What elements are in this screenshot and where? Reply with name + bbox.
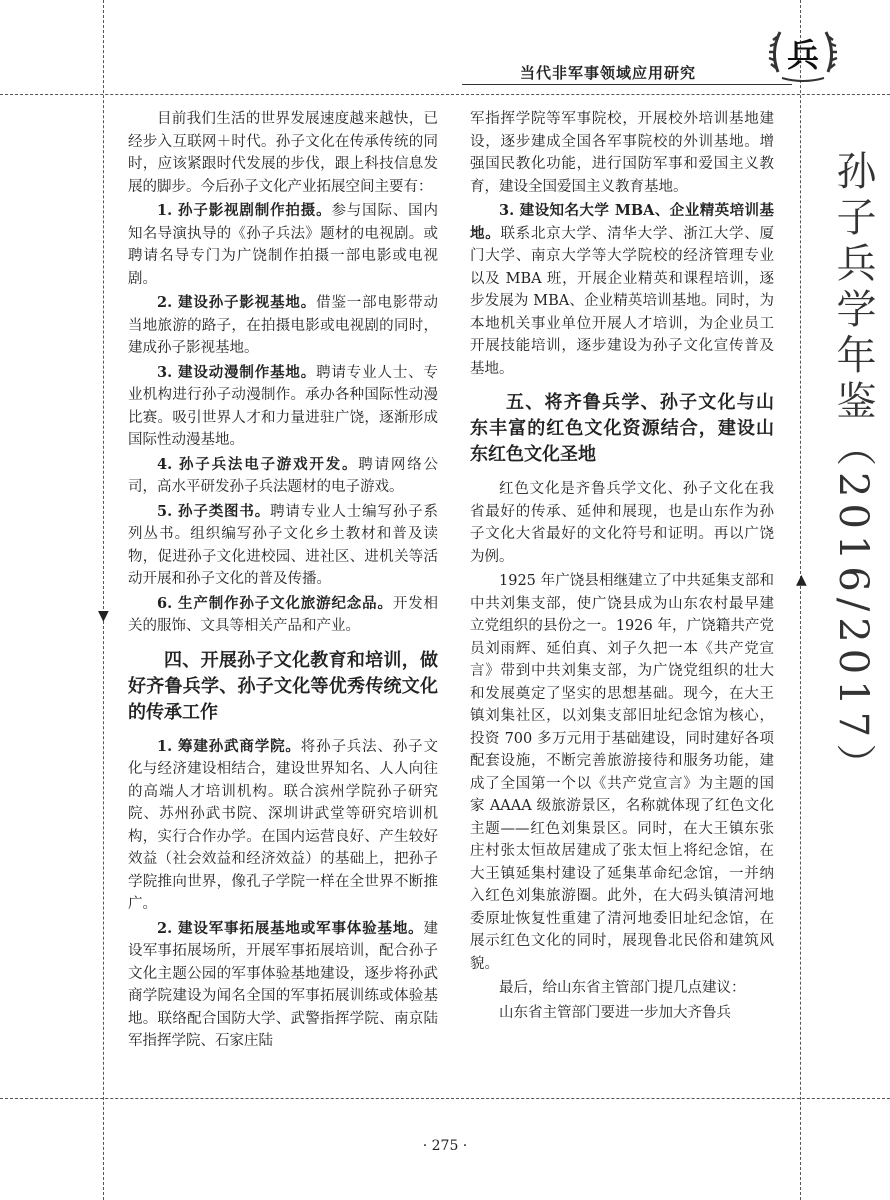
item-lead: 1. 筹建孙武商学院。 — [157, 737, 301, 755]
crop-guide-right — [800, 0, 801, 1200]
page-number: · 275 · — [422, 1138, 468, 1154]
crop-guide-left — [103, 0, 104, 1200]
section-heading-5: 五、将齐鲁兵学、孙子文化与山东丰富的红色文化资源结合，建设山东红色文化圣地 — [470, 392, 774, 465]
item-lead: 3. 建设动漫制作基地。 — [157, 363, 317, 381]
item-lead: 2. 建设孙子影视基地。 — [157, 294, 317, 311]
item-text: 建设军事拓展场所，开展军事拓展培训，配合孙子文化主题公园的军事体验基地建设，逐步将孙武商学院建设为闻名全国的军事拓展训练或体验基地。联络配合国防大学、武警指挥学院、南京陆军指挥学院、石家庄陆 — [128, 920, 438, 1049]
item-text: 聘请专业人士、专业机构进行孙子动漫制作。承办各种国际性动漫比赛。吸引世界人才和力量进驻广饶，逐渐形成国际性动漫基地。 — [128, 364, 439, 448]
paragraph: 最后，给山东省主管部门提几点建议： — [499, 980, 746, 996]
left-column — [128, 108, 438, 1055]
list-item — [128, 200, 438, 290]
list-item — [128, 918, 438, 1053]
triangle-up-icon: ▲ — [796, 572, 807, 588]
item-text: 将孙子兵法、孙子文化与经济建设相结合，建设世界知名、人人向往的高端人才培训机构。联合滨州学院孙子研究院、苏州孙武书院、深圳讲武堂等研究培训机构，实行合作办学。在国内运营良好、产生较好效益（社会效益和经济效益）的基础上，把孙子学院推向世界，像孔子学院一样在全世界不断推广。 — [128, 738, 439, 912]
item-text: 聘请专业人士编写孙子系列丛书。组织编写孙子文化乡土教材和普及读物，促进孙子文化进校园、进社区、进机关等活动开展和孙子文化的普及传播。 — [128, 503, 438, 587]
list-item — [128, 593, 438, 638]
item-text: 开发相关的服饰、文具等相关产品和产业。 — [128, 595, 439, 634]
sunzi-emblem-icon — [768, 22, 838, 86]
item-text: 聘请网络公司，高水平研发孙子兵法题材的电子游戏。 — [128, 456, 438, 495]
item-lead: 1. 孙子影视剧制作拍摄。 — [157, 202, 332, 219]
item-lead: 3. 建设知名大学 MBA、企业精英培训基地。 — [470, 202, 774, 242]
item-text: 联系北京大学、清华大学、浙江大学、厦门大学、南京大学等大学院校的经济管理专业以及 MBA 班，开展企业精英和课程培训，逐步发展为 MBA、企业精英培训基地。同时，为本地机关事业单位开展人才培训，为企业员工开展技能培训，逐步建设为孙子文化宣传普及基地。 — [470, 225, 775, 377]
right-column — [470, 108, 774, 1026]
yearbook-side-title: 孙子兵学年鉴（2016/2017） — [830, 150, 876, 790]
list-item — [128, 362, 438, 452]
list-item — [470, 200, 774, 380]
item-lead: 5. 孙子类图书。 — [157, 502, 271, 520]
paragraph: 目前我们生活的世界发展速度越来越快，已经步入互联网＋时代。孙子文化在传承传统的同时，应该紧跟时代发展的步伐，跟上科技信息发展的脚步。今后孙子文化产业拓展空间主要有： — [128, 111, 438, 195]
list-item — [128, 501, 438, 591]
paragraph: 山东省主管部门要进一步加大齐鲁兵 — [499, 1004, 731, 1021]
crop-guide-top — [0, 94, 890, 95]
paragraph: 红色文化是齐鲁兵学文化、孙子文化在我省最好的传承、延伸和展现，也是山东作为孙子文化大省最好的文化符号和证明。再以广饶为例。 — [470, 481, 774, 565]
list-item — [128, 736, 438, 916]
item-text: 借鉴一部电影带动当地旅游的路子，在拍摄电影或电视剧的同时，建成孙子影视基地。 — [128, 295, 439, 356]
section-heading-4: 四、开展孙子文化教育和培训，做好齐鲁兵学、孙子文化等优秀传统文化的传承工作 — [128, 649, 438, 723]
list-item — [128, 454, 438, 499]
header-rule — [462, 84, 792, 85]
item-lead: 4. 孙子兵法电子游戏开发。 — [157, 455, 359, 473]
crop-guide-bottom — [0, 1098, 890, 1099]
triangle-down-icon: ▼ — [98, 608, 109, 624]
paragraph: 1925 年广饶县相继建立了中共延集支部和中共刘集支部，使广饶县成为山东农村最早建立党组织的县份之一。1926 年，广饶籍共产党员刘雨辉、延伯真、刘子久把一本《共产党宣言》带到中共刘集支部，为广饶党组织的壮大和发展奠定了坚实的思想基础。现今，在大王镇刘集社区，以刘集支部旧址纪念馆为核心，投资 700 多万元用于基础建设，同时建好各项配套设施，不断完善旅游接待和服务功能，建成了全国第一个以《共产党宣言》为主题的国家 AAAA 级旅游景区，名称就体现了红色文化主题——红色刘集景区。同时，在大王镇东张庄村张太恒故居建成了张太恒上将纪念馆，在大王镇延集村建设了延集革命纪念馆，一并纳入红色刘集旅游圈。此外，在大码头镇清河地委原址恢复性重建了清河地委旧址纪念馆，在展示红色文化的同时，展现鲁北民俗和建筑风貌。 — [470, 573, 774, 972]
svg-text:兵: 兵 — [786, 36, 820, 74]
running-head-title: 当代非军事领域应用研究 — [520, 64, 697, 82]
list-item — [128, 292, 438, 360]
paragraph-continued: 军指挥学院等军事院校，开展校外培训基地建设，逐步建成全国各军事院校的外训基地。增强国民教化功能，进行国防军事和爱国主义教育，建设全国爱国主义教育基地。 — [470, 111, 774, 195]
item-lead: 2. 建设军事拓展基地或军事体验基地。 — [157, 919, 424, 937]
item-lead: 6. 生产制作孙子文化旅游纪念品。 — [157, 594, 393, 612]
item-text: 参与国际、国内知名导演执导的《孙子兵法》题材的电视剧。或聘请名导专门为广饶制作拍摄一部电影或电视剧。 — [128, 203, 439, 287]
